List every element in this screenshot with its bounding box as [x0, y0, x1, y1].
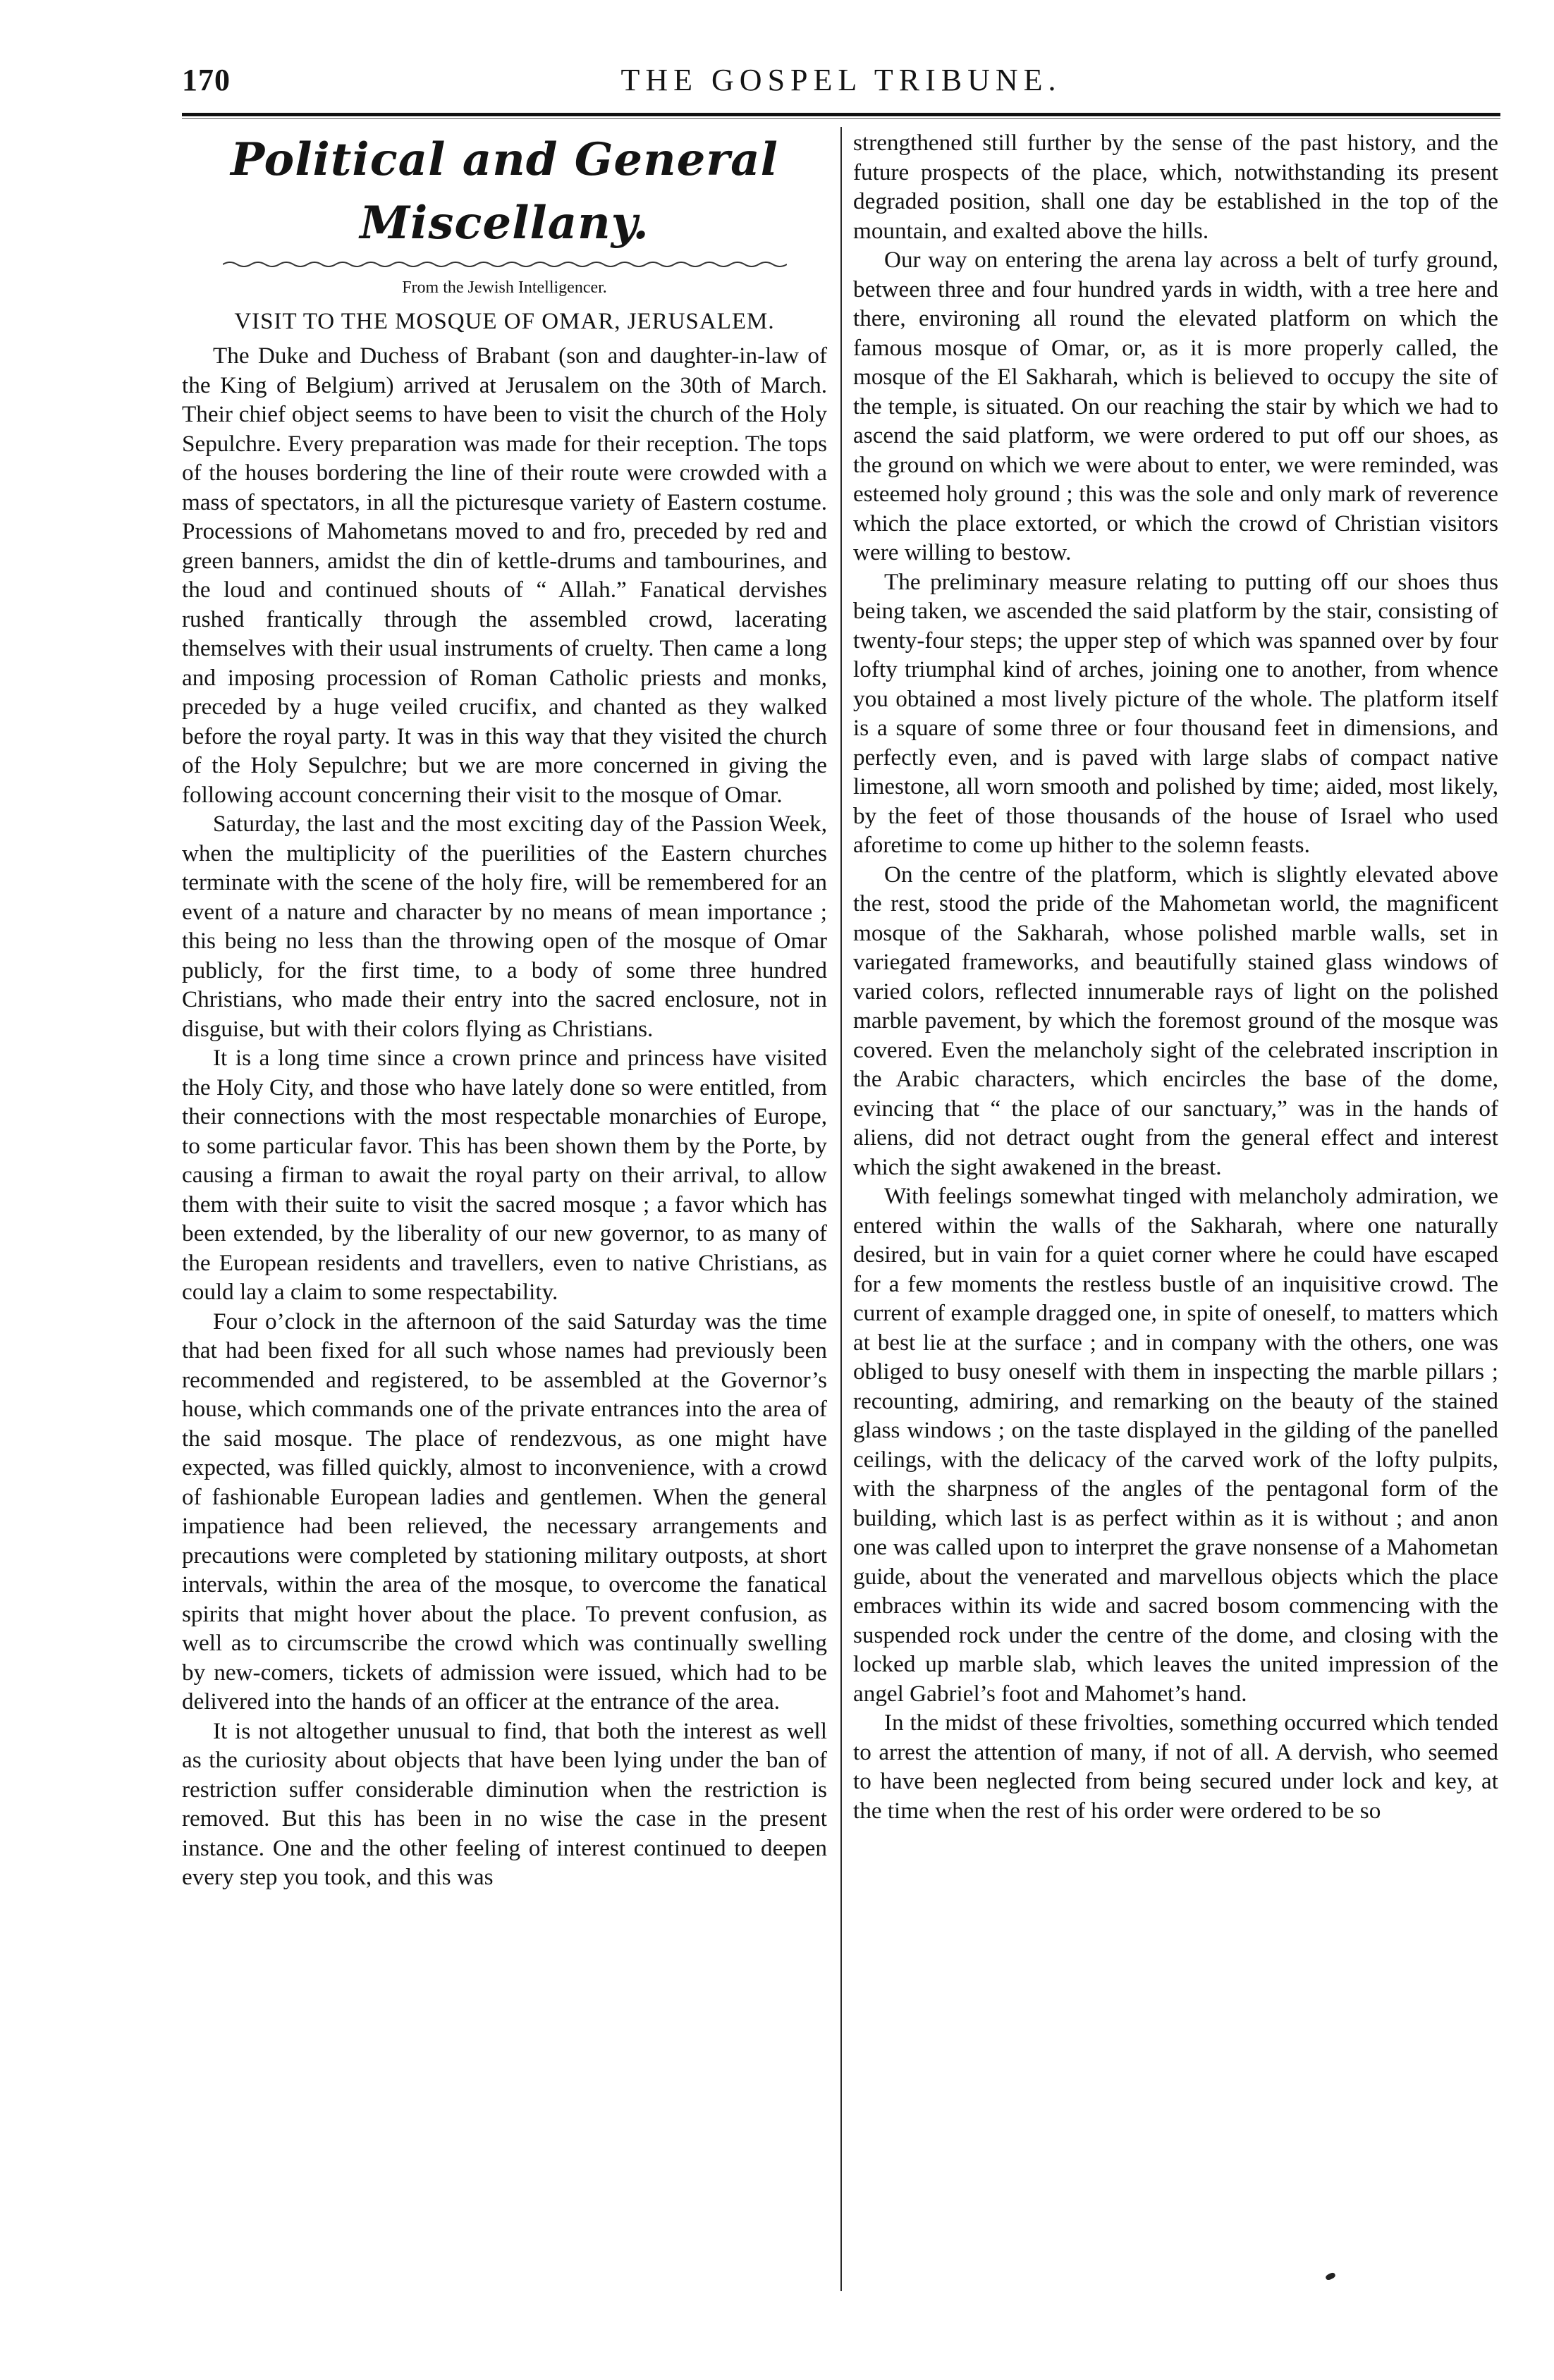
source-attribution: From the Jewish Intelligencer.	[402, 278, 607, 297]
section-title: Political and General Miscellany.	[231, 133, 778, 250]
right-column	[853, 128, 1498, 1825]
running-title: THE GOSPEL TRIBUNE.	[620, 63, 1062, 97]
paragraph: It is a long time since a crown prince and princess have visited the Holy City, and those who have lately done so were entitled, from their connections with the most respectable monarchies of Europe, to some particular favor. This has been shown them by the Porte, by causing a firman to await the royal party on their arrival, to allow them with their suite to visit the sacred mosque ; a favor which has been extended, by the liberality of our new governor, to as many of the European residents and travellers, even to native Christians, as could lay a claim to some respectability.	[182, 1045, 827, 1305]
column-divider	[840, 127, 842, 2291]
left-column	[182, 128, 827, 1892]
page-header	[182, 62, 1500, 104]
paragraph-continued: strengthened still further by the sense of the past history, and the future prospects of the place, which, notwithstanding its present degraded position, shall one day be established in the top of the mountain, and exalted above the hills.	[853, 130, 1498, 244]
paragraph: Four o’clock in the afternoon of the said Saturday was the time that had been fixed for all such whose names had previously been recommended and registered, to be assembled at the Governor’s house, which commands one of the private entrances into the area of the said mosque. The place of rendezvous, as one might have expected, was filled quickly, almost to inconvenience, with a crowd of fashionable European ladies and gentlemen. When the general impatience had been relieved, the necessary arrangements and precautions were completed by stationing military outposts, at short intervals, within the area of the mosque, to overcome the fanatical spirits that might hover about the place. To prevent confusion, as well as to circumscribe the crowd which was continually swelling by new-comers, tickets of admission were issued, which had to be delivered into the hands of an officer at the entrance of the area.	[182, 1308, 827, 1715]
paragraph: The Duke and Duchess of Brabant (son and daughter-in-law of the King of Belgium) arrived at Jerusalem on the 30th of March. Their chief object seems to have been to visit the church of the Holy Sepulchre. Every preparation was made for their reception. The tops of the houses bordering the line of their route were crowded with a mass of spectators, in all the picturesque variety of Eastern costume. Processions of Mahometans moved to and fro, preceded by red and green banners, amidst the din of kettle-drums and tambourines, and the loud and continued shouts of “ Allah.” Fanatical dervishes rushed frantically through the assembled crowd, lacerating themselves with their usual instruments of cruelty. Then came a long and imposing procession of Roman Catholic priests and monks, preceded by a huge veiled crucifix, and chanted as they walked before the royal party. It was in this way that they visited the church of the Holy Sepulchre; but we are more concerned in giving the following account concerning their visit to the mosque of Omar.	[182, 343, 827, 808]
paragraph: The preliminary measure relating to putting off our shoes thus being taken, we ascended the said platform by the stair, consisting of twenty-four steps; the upper step of which was spanned over by four lofty triumphal kind of arches, joining one to another, from whence you obtained a most lively picture of the whole. The platform itself is a square of some three or four thousand feet in dimensions, and perfectly even, and is paved with large slabs of compact native limestone, all worn smooth and polished by time; aided, most likely, by the feet of those thousands of the house of Israel who used aforetime to come up hither to the solemn feasts.	[853, 568, 1498, 858]
article-title: VISIT TO THE MOSQUE OF OMAR, JERUSALEM.	[234, 309, 775, 334]
header-rule-thin	[182, 118, 1500, 119]
paragraph: In the midst of these frivolties, something occurred which tended to arrest the attention of many, if not of all. A dervish, who seemed to have been neglected from being secured under lock and key, at the time when the rest of his order were ordered to be so	[853, 1710, 1498, 1824]
header-rule	[182, 113, 1500, 116]
paragraph: It is not altogether unusual to find, that both the interest as well as the curiosity about objects that have been lying under the ban of restriction suffer considerable diminution when the restriction is removed. But this has been in no wise the case in the present instance. One and the other feeling of interest continued to deepen every step you took, and this was	[182, 1717, 827, 1890]
page-number: 170	[182, 63, 231, 97]
paragraph: With feelings somewhat tinged with melancholy admiration, we entered within the walls of the Sakharah, where one naturally desired, but in vain for a quiet corner where he could have escaped for a few moments the restless bustle of an inquisitive crowd. The current of example dragged one, in spite of oneself, to matters which at best lie at the surface ; and in company with the others, one was obliged to busy oneself with them in inspecting the marble pillars ; recounting, admiring, and remarking on the beauty of the stained glass windows ; on the taste displayed in the gilding of the panelled ceilings, with the delicacy of the carved work of the lofty pulpits, with the sharpness of the angles of the pentagonal form of the building, which last is as perfect within as it is without ; and anon one was called upon to interpret the grave nonsense of a Mahometan guide, about the venerated and marvellous objects which the place embraces within its wide and sacred bosom commencing with the suspended rock under the centre of the dome, and closing with the locked up marble slab, which leaves the united impression of the angel Gabriel’s foot and Mahomet’s hand.	[853, 1183, 1498, 1707]
paragraph: Saturday, the last and the most exciting day of the Passion Week, when the multiplicity of the puerilities of the Eastern churches terminate with the scene of the holy fire, will be remembered for an event of a nature and character by no means of mean importance ; this being no less than the throwing open of the mosque of Omar publicly, for the first time, to a body of some three hundred Christians, who made their entry into the sacred enclosure, not in disguise, but with their colors flying as Christians.	[182, 811, 827, 1042]
paragraph: On the centre of the platform, which is slightly elevated above the rest, stood the pride of the Mahometan world, the magnificent mosque of the Sakharah, whose polished marble walls, set in variegated frameworks, and beautifully stained glass windows of varied colors, reflected innumerable rays of light on the polished marble pavement, by which the foremost ground of the mosque was covered. Even the melancholy sight of the celebrated inscription in the Arabic characters, which encircles the base of the dome, evincing that “ the place of our sanctuary,” was in the hands of aliens, did not detract ought from the general effect and interest which the sight awakened in the breast.	[853, 861, 1498, 1180]
paragraph: Our way on entering the arena lay across a belt of turfy ground, between three and four hundred yards in width, with a tree here and there, environing all round the elevated platform on which the famous mosque of Omar, or, as it is more properly called, the mosque of the El Sakharah, which is believed to occupy the site of the temple, is situated. On our reaching the stair by which we had to ascend the said platform, we were ordered to put off our shoes, as the ground on which we were about to enter, we were reminded, was esteemed holy ground ; this was the sole and only mark of reverence which the place extorted, or which the crowd of Christian visitors were willing to bestow.	[853, 247, 1498, 565]
ink-speck	[1325, 2271, 1336, 2281]
ornamental-rule	[223, 259, 787, 269]
